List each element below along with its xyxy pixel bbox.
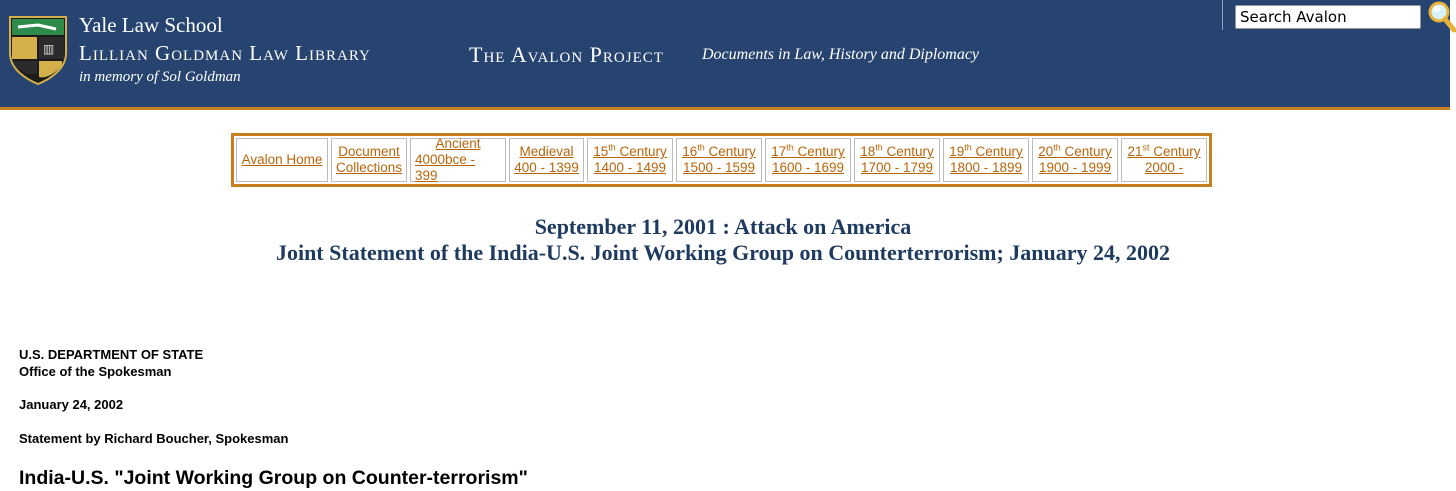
nav-label[interactable]: 20th Century: [1038, 142, 1112, 159]
nav-label[interactable]: 15th Century: [593, 142, 667, 159]
nav-19th-century[interactable]: [943, 138, 1029, 182]
nav-sublabel[interactable]: 1500 - 1599: [682, 160, 756, 175]
nav-medieval[interactable]: [509, 138, 584, 182]
nav-20th-century[interactable]: [1032, 138, 1118, 182]
project-subtitle: Documents in Law, History and Diplomacy: [702, 46, 980, 63]
nav-label[interactable]: 16th Century: [682, 142, 756, 159]
page-subtitle: Joint Statement of the India-U.S. Joint Working Group on Counterterrorism; January 24, 2002: [275, 240, 1171, 265]
nav-document-collections[interactable]: [331, 138, 407, 182]
nav-label[interactable]: 21st Century: [1127, 142, 1201, 159]
office-name: Office of the Spokesman: [19, 364, 172, 379]
school-name[interactable]: Yale Law School: [79, 13, 223, 37]
nav-label[interactable]: 18th Century: [860, 142, 934, 159]
nav-label[interactable]: Avalon Home: [241, 152, 323, 167]
nav-label[interactable]: Medieval: [519, 144, 574, 159]
search-divider: [1222, 0, 1223, 30]
site-header: [0, 0, 1450, 110]
nav-18th-century[interactable]: [854, 138, 940, 182]
nav-sublabel[interactable]: 4000bce - 399: [415, 152, 476, 183]
nav-sublabel[interactable]: 1800 - 1899: [949, 160, 1023, 175]
nav-sublabel[interactable]: 2000 -: [1144, 160, 1184, 175]
nav-sublabel[interactable]: 1600 - 1699: [771, 160, 845, 175]
document-heading: India-U.S. "Joint Working Group on Counter-terrorism": [19, 467, 528, 489]
search-icon[interactable]: [1426, 0, 1456, 34]
nav-21st-century[interactable]: [1121, 138, 1207, 182]
nav-label[interactable]: 17th Century: [771, 142, 845, 159]
nav-sublabel[interactable]: 1900 - 1999: [1038, 160, 1112, 175]
nav-label[interactable]: 19th Century: [949, 142, 1023, 159]
department-name: U.S. DEPARTMENT OF STATE: [19, 347, 204, 362]
statement-date: January 24, 2002: [19, 397, 124, 412]
nav-label[interactable]: Ancient: [435, 136, 481, 151]
nav-sublabel[interactable]: 1400 - 1499: [593, 160, 667, 175]
nav-ancient[interactable]: [410, 138, 506, 182]
nav-avalon-home[interactable]: [236, 138, 328, 182]
project-title[interactable]: The Avalon Project: [469, 42, 664, 67]
nav-15th-century[interactable]: [587, 138, 673, 182]
nav-label[interactable]: Document: [338, 144, 400, 159]
issuing-office: [19, 346, 203, 380]
svg-text:▥: ▥: [43, 42, 55, 56]
library-name[interactable]: Lillian Goldman Law Library: [79, 41, 371, 65]
nav-sublabel[interactable]: Collections: [335, 160, 403, 175]
era-navigation: [231, 133, 1212, 187]
search-input[interactable]: [1235, 5, 1421, 29]
statement-byline: Statement by Richard Boucher, Spokesman: [19, 431, 289, 446]
nav-sublabel[interactable]: 1700 - 1799: [860, 160, 934, 175]
nav-17th-century[interactable]: [765, 138, 851, 182]
library-dedication: in memory of Sol Goldman: [79, 69, 241, 85]
nav-sublabel[interactable]: 400 - 1399: [514, 160, 579, 175]
page-title: September 11, 2001 : Attack on America: [534, 214, 912, 239]
yale-shield-logo[interactable]: [8, 15, 68, 85]
nav-16th-century[interactable]: [676, 138, 762, 182]
